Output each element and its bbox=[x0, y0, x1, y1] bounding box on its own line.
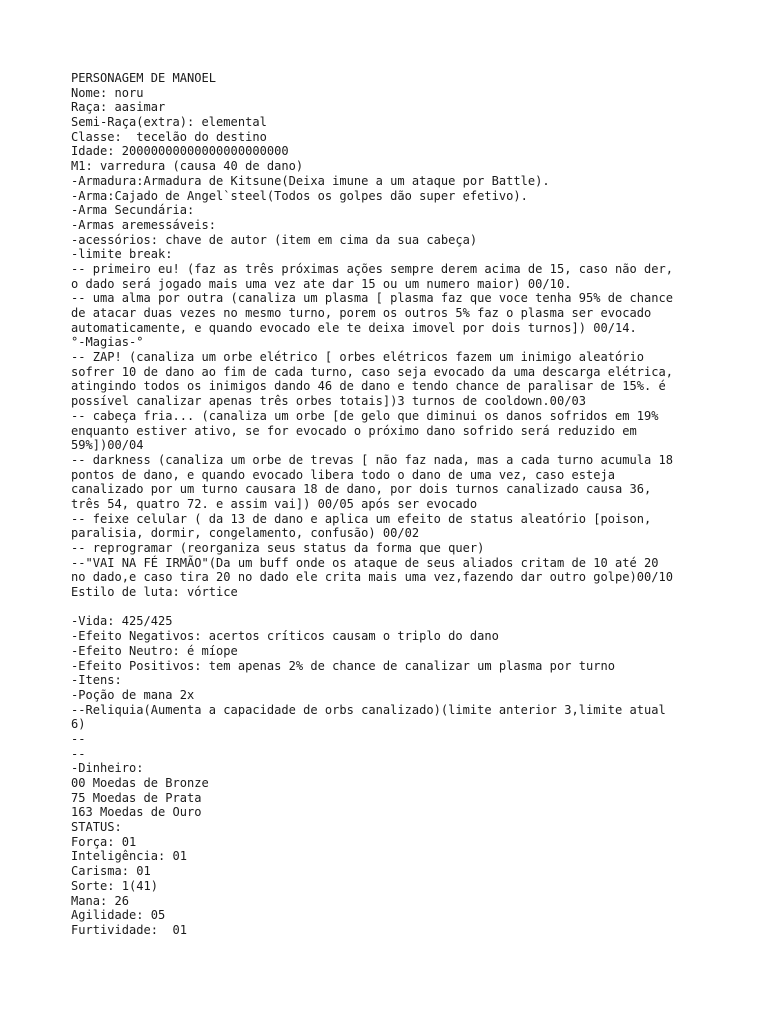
limit-break-line: -- uma alma por outra (canaliza um plasma [ plasma faz que voce tenha 95% de chance bbox=[71, 291, 673, 306]
armor-line: -Armadura:Armadura de Kitsune(Deixa imune a um ataque por Battle). bbox=[71, 173, 550, 188]
doc-title: PERSONAGEM DE MANOEL bbox=[71, 71, 217, 85]
throwable-weapons-line: -Armas aremessáveis: bbox=[71, 217, 217, 232]
magic-line: paralisia, dormir, congelamento, confusão) 00/02 bbox=[71, 526, 420, 541]
money-line: 75 Moedas de Prata bbox=[71, 790, 202, 805]
stat-line: Carisma: 01 bbox=[71, 864, 151, 879]
m1-line: M1: varredura (causa 40 de dano) bbox=[71, 159, 304, 174]
limit-break-line: automaticamente, e quando evocado ele te deixa imovel por dois turnos]) 00/14. bbox=[71, 320, 637, 335]
magic-line: no dado,e caso tira 20 no dado ele crita mais uma vez,fazendo dar outro golpe)00/10 bbox=[71, 570, 673, 585]
item-line: -- bbox=[71, 746, 86, 761]
magic-line: -- darkness (canaliza um orbe de trevas [ não faz nada, mas a cada turno acumula 18 bbox=[71, 452, 673, 467]
item-line: --Reliquia(Aumenta a capacidade de orbs canalizado)(limite anterior 3,limite atual bbox=[71, 702, 666, 717]
char-age-line: Idade: 20000000000000000000000 bbox=[71, 144, 289, 159]
char-race-line: Raça: aasimar bbox=[71, 100, 166, 115]
magic-line: pontos de dano, e quando evocado libera todo o dano de uma vez, caso esteja bbox=[71, 467, 615, 482]
magic-line: --"VAI NA FÉ IRMÃO"(Da um buff onde os ataque de seus aliados critam de 10 até 20 bbox=[71, 555, 659, 570]
stat-line: Inteligência: 01 bbox=[71, 849, 188, 864]
magic-line: -- ZAP! (canaliza um orbe elétrico [ orbes elétricos fazem um inimigo aleatório bbox=[71, 350, 644, 365]
limit-break-line: de atacar duas vezes no mesmo turno, porem os outros 5% faz o plasma ser evocado bbox=[71, 306, 652, 320]
stat-line: Sorte: 1(41) bbox=[71, 878, 159, 893]
item-line: 6) bbox=[71, 717, 86, 732]
magic-line: atingindo todos os inimigos dando 46 de dano e tendo chance de paralisar de 15%. é bbox=[71, 379, 666, 394]
neutral-effect-line: -Efeito Neutro: é míope bbox=[71, 643, 238, 658]
limit-break-heading: -limite break: bbox=[71, 247, 173, 262]
stat-line: Mana: 26 bbox=[71, 893, 130, 908]
magic-line: possível canalizar apenas três orbes totais])3 turnos de cooldown.00/03 bbox=[71, 394, 586, 409]
magic-line: três 54, quatro 72. e assim vai]) 00/05 após ser evocado bbox=[71, 496, 478, 511]
item-line: -- bbox=[71, 731, 86, 746]
stat-line: Agilidade: 05 bbox=[71, 908, 166, 923]
accessories-line: -acessórios: chave de autor (item em cima da sua cabeça) bbox=[71, 232, 478, 247]
stat-line: Furtividade: 01 bbox=[71, 922, 188, 937]
magic-heading: °-Magias-° bbox=[71, 335, 144, 350]
char-name-line: Nome: noru bbox=[71, 85, 144, 100]
magic-line: -- cabeça fria... (canaliza um orbe [de gelo que diminui os danos sofridos em 19% bbox=[71, 408, 659, 423]
magic-line: enquanto estiver ativo, se for evocado o próximo dano sofrido será reduzido em bbox=[71, 423, 637, 438]
positive-effect-line: -Efeito Positivos: tem apenas 2% de chance de canalizar um plasma por turno bbox=[71, 658, 615, 673]
weapon-line: -Arma:Cajado de Angel`steel(Todos os golpes dão super efetivo). bbox=[71, 188, 528, 203]
money-heading: -Dinheiro: bbox=[71, 761, 144, 776]
limit-break-line: o dado será jogado mais uma vez ate dar 15 ou um numero maior) 00/10. bbox=[71, 276, 572, 291]
money-line: 163 Moedas de Ouro bbox=[71, 805, 202, 820]
fighting-style-line: Estilo de luta: vórtice bbox=[71, 585, 238, 600]
magic-line: -- reprogramar (reorganiza seus status da forma que quer) bbox=[71, 541, 485, 555]
blank-line bbox=[71, 600, 731, 615]
negative-effect-line: -Efeito Negativos: acertos críticos causam o triplo do dano bbox=[71, 629, 499, 644]
items-heading: -Itens: bbox=[71, 673, 122, 688]
limit-break-line: -- primeiro eu! (faz as três próximas ações sempre derem acima de 15, caso não der, bbox=[71, 261, 673, 276]
magic-line: 59%])00/04 bbox=[71, 438, 144, 453]
char-class-line: Classe: tecelão do destino bbox=[71, 129, 267, 144]
magic-line: sofrer 10 de dano ao fim de cada turno, caso seja evocado da uma descarga elétrica, bbox=[71, 364, 673, 379]
magic-line: -- feixe celular ( da 13 de dano e aplica um efeito de status aleatório [poison, bbox=[71, 511, 652, 526]
item-line: -Poção de mana 2x bbox=[71, 687, 195, 702]
status-heading: STATUS: bbox=[71, 820, 122, 835]
document-page bbox=[71, 71, 731, 938]
secondary-weapon-line: -Arma Secundária: bbox=[71, 203, 195, 218]
stat-line: Força: 01 bbox=[71, 834, 137, 849]
hp-line: -Vida: 425/425 bbox=[71, 614, 173, 629]
char-subrace-line: Semi-Raça(extra): elemental bbox=[71, 115, 267, 130]
magic-line: canalizado por um turno causara 18 de dano, por dois turnos canalizado causa 36, bbox=[71, 482, 652, 497]
money-line: 00 Moedas de Bronze bbox=[71, 776, 209, 790]
